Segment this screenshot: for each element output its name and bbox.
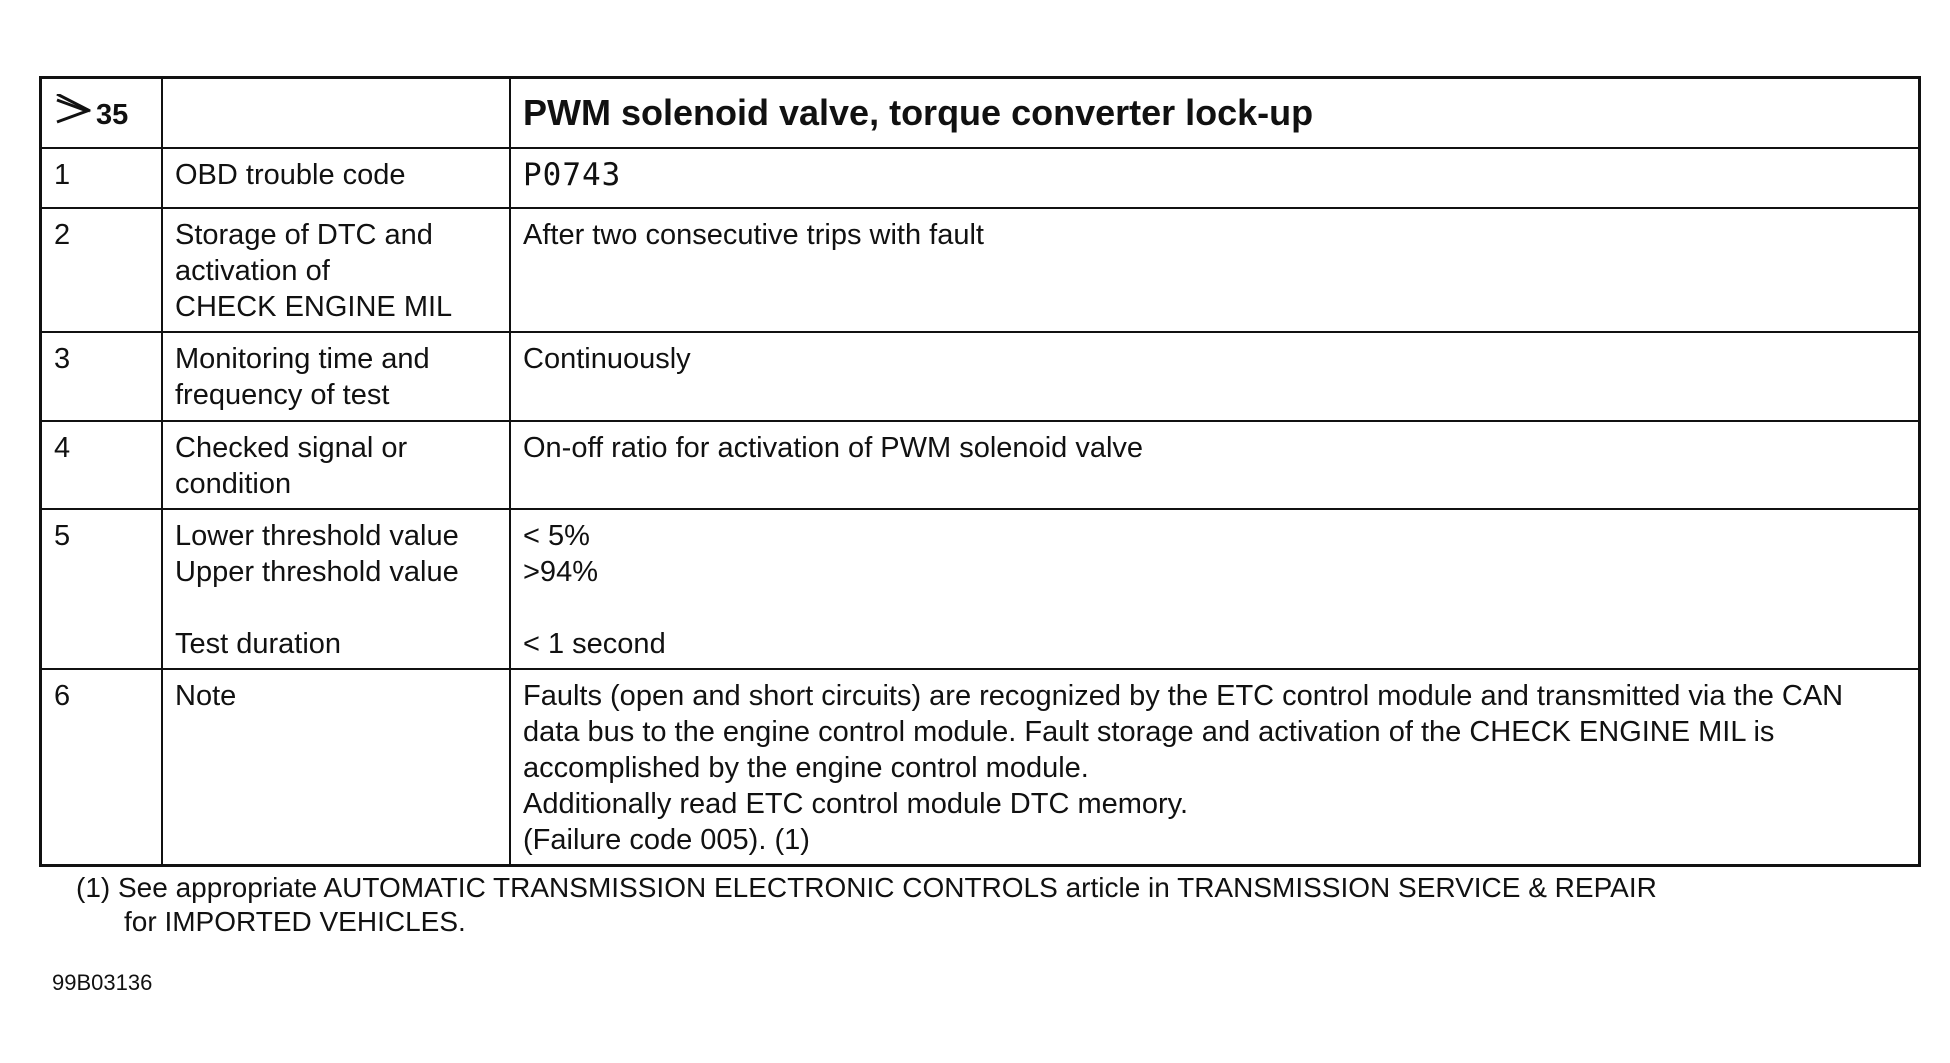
row-number: 2 — [41, 208, 163, 332]
footnote-line-2: for IMPORTED VEHICLES. — [124, 906, 466, 937]
table-row — [41, 509, 1920, 669]
table-row — [41, 208, 1920, 332]
dtc-table — [39, 76, 1921, 867]
note-line: Faults (open and short circuits) are recognized by the ETC control module and transmitted via the CAN — [523, 680, 1844, 712]
note-line: (Failure code 005). (1) — [523, 824, 810, 856]
table-header-row — [41, 78, 1920, 149]
row-label: Note — [162, 669, 510, 866]
note-line: accomplished by the engine control module. — [523, 752, 1089, 784]
row-value: On-off ratio for activation of PWM solenoid valve — [510, 421, 1920, 509]
header-empty-cell — [162, 78, 510, 149]
row-number: 3 — [41, 332, 163, 421]
row-label-line: CHECK ENGINE MIL — [175, 291, 453, 323]
row-value — [510, 148, 1920, 208]
row-label-line: frequency of test — [175, 379, 390, 411]
note-line: Additionally read ETC control module DTC memory. — [523, 788, 1189, 820]
row-value: After two consecutive trips with fault — [510, 208, 1920, 332]
row-value — [510, 669, 1920, 866]
note-line: data bus to the engine control module. Fault storage and activation of the CHECK ENGINE MIL is — [523, 716, 1775, 748]
lower-threshold-value: < 5% — [523, 520, 590, 552]
row-number: 5 — [41, 509, 163, 669]
table-row — [41, 148, 1920, 208]
row-label-line: activation of — [175, 255, 330, 287]
obd-trouble-code: P0743 — [523, 157, 622, 193]
table-row — [41, 332, 1920, 421]
header-number: 35 — [96, 98, 129, 131]
lower-threshold-label: Lower threshold value — [175, 520, 459, 552]
row-label-line: condition — [175, 468, 292, 500]
figure-id: 99B03136 — [52, 970, 153, 995]
header-title: PWM solenoid valve, torque converter lock-up — [510, 78, 1920, 149]
row-label — [162, 332, 510, 421]
double-chevron-right-icon — [54, 94, 92, 128]
upper-threshold-label: Upper threshold value — [175, 556, 459, 588]
spacer — [175, 590, 497, 626]
footnote-line-1: (1) See appropriate AUTOMATIC TRANSMISSION ELECTRONIC CONTROLS article in TRANSMISSION SERVICE & REPAIR — [76, 872, 1657, 903]
row-label: OBD trouble code — [162, 148, 510, 208]
row-number: 1 — [41, 148, 163, 208]
table-row — [41, 421, 1920, 509]
test-duration-value: < 1 second — [523, 628, 666, 660]
row-label — [162, 509, 510, 669]
row-label-line: Monitoring time and — [175, 343, 430, 375]
row-value — [510, 509, 1920, 669]
row-value: Continuously — [510, 332, 1920, 421]
footnote — [76, 871, 1657, 939]
table-row — [41, 669, 1920, 866]
test-duration-label: Test duration — [175, 628, 342, 660]
row-number: 6 — [41, 669, 163, 866]
row-label-line: Checked signal or — [175, 432, 408, 464]
spacer — [523, 590, 1906, 626]
row-label — [162, 208, 510, 332]
upper-threshold-value: >94% — [523, 556, 598, 588]
row-number: 4 — [41, 421, 163, 509]
row-label — [162, 421, 510, 509]
header-number-cell — [41, 78, 163, 149]
row-label-line: Storage of DTC and — [175, 219, 433, 251]
